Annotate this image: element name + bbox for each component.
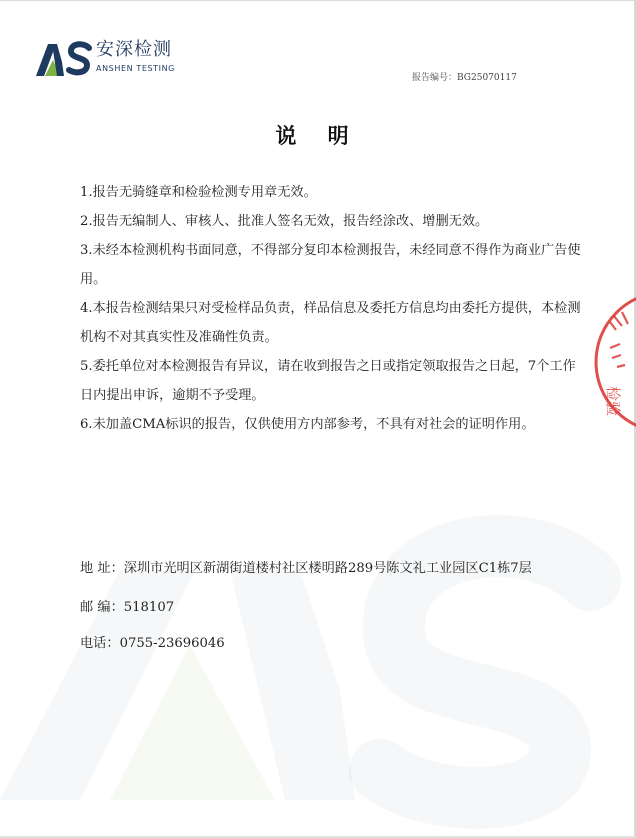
address-label: 地 址： [80, 561, 124, 576]
as-logo-icon [36, 38, 92, 80]
page-title: 说 明 [275, 123, 361, 148]
phone-line [80, 632, 225, 651]
report-number-value: BG25070117 [457, 73, 517, 83]
postcode-value: 518107 [123, 600, 175, 615]
brand-name-cn: 安深检测 [96, 39, 172, 60]
address-line [80, 557, 532, 576]
note-item: 1.报告无骑缝章和检验检测专用章无效。 [80, 185, 317, 200]
inspection-seal-stamp [586, 282, 636, 442]
phone-label: 电话： [80, 636, 120, 651]
postcode-label: 邮 编： [80, 600, 124, 615]
postcode-line [80, 596, 174, 615]
brand-name-en: ANSHEN TESTING [96, 64, 175, 73]
company-logo [36, 38, 175, 80]
page-edge-top [0, 0, 636, 1]
address-value: 深圳市光明区新湖街道楼村社区楼明路289号陈文礼工业园区C1栋7层 [123, 561, 532, 576]
notes-list [80, 178, 586, 439]
note-item: 5.委托单位对本检测报告有异议，请在收到报告之日或指定领取报告之日起，7个工作日内提出申诉，逾期不予受理。 [80, 359, 576, 403]
note-item: 3.未经本检测机构书面同意，不得部分复印本检测报告，未经同意不得作为商业广告使用。 [80, 243, 581, 287]
note-item: 4.本报告检测结果只对受检样品负责，样品信息及委托方信息均由委托方提供，本检测机构不对其真实性及准确性负责。 [80, 301, 581, 345]
note-item: 2.报告无编制人、审核人、批准人签名无效，报告经涂改、增删无效。 [80, 214, 489, 229]
phone-value: 0755-23696046 [119, 636, 225, 651]
report-number-label: 报告编号： [412, 73, 458, 83]
svg-text:检验: 检验 [604, 386, 622, 417]
note-item: 6.未加盖CMA标识的报告，仅供使用方内部参考，不具有对社会的证明作用。 [80, 417, 535, 432]
report-number [412, 70, 517, 83]
